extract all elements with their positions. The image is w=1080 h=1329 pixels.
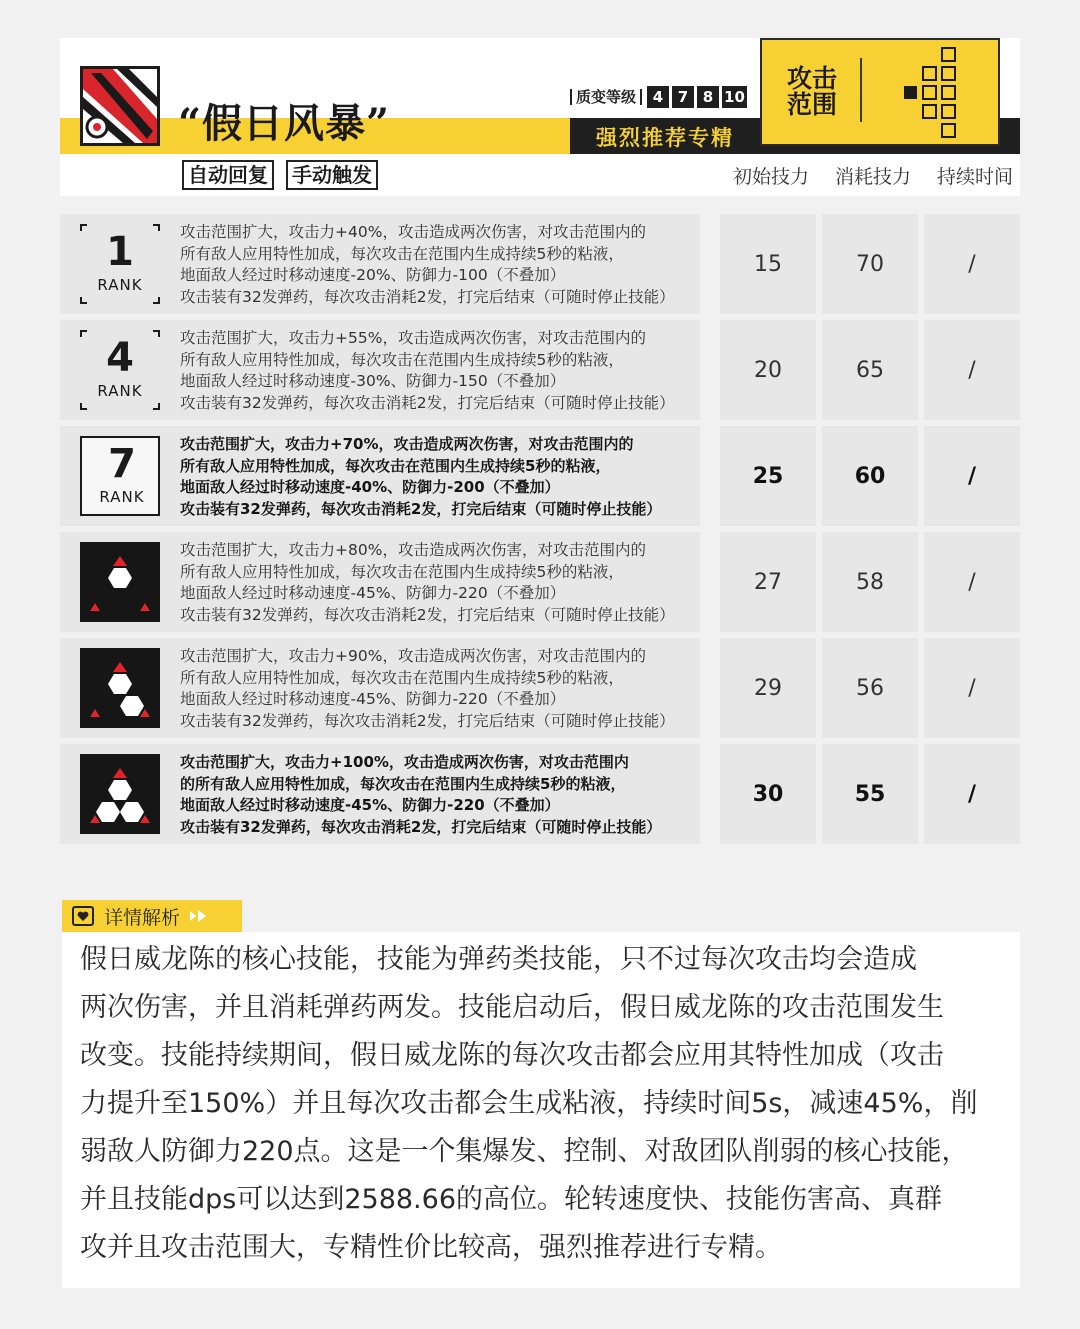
analysis-line: 并且技能dps可以达到2588.66的高位。轮转速度快、技能伤害高、真群	[80, 1184, 942, 1215]
arrow-right-icon	[190, 909, 212, 923]
desc-line: 所有敌人应用特性加成，每次攻击在范围内生成持续5秒的粘液，	[180, 562, 624, 581]
desc-line: 攻击装有32发弹药，每次攻击消耗2发，打完后结束（可随时停止技能）	[180, 393, 675, 412]
desc-line: 攻击范围扩大，攻击力+55%，攻击造成两次伤害，对攻击范围内的	[180, 329, 646, 347]
sp-cost-value: 70	[822, 214, 918, 314]
skill-description	[180, 646, 695, 732]
desc-cell	[60, 214, 700, 314]
col-duration: 持续时间	[936, 166, 1013, 188]
initial-sp-value: 25	[720, 426, 816, 526]
duration-value: /	[924, 638, 1020, 738]
recommend-label: 强烈推荐专精	[596, 126, 734, 150]
desc-line: 攻击范围扩大，攻击力+80%，攻击造成两次伤害，对攻击范围内的	[180, 541, 646, 559]
desc-line: 攻击装有32发弹药，每次攻击消耗2发，打完后结束（可随时停止技能）	[180, 605, 675, 624]
table-row	[60, 320, 1020, 420]
column-headers	[720, 162, 1026, 189]
initial-sp-value: 15	[720, 214, 816, 314]
duration-value: /	[924, 744, 1020, 844]
initial-sp-value: 20	[720, 320, 816, 420]
tag-manual-trigger: 手动触发	[286, 160, 378, 190]
analysis-line: 两次伤害，并且消耗弹药两发。技能启动后，假日威龙陈的攻击范围发生	[80, 992, 944, 1023]
desc-line: 攻击装有32发弹药，每次攻击消耗2发，打完后结束（可随时停止技能）	[180, 499, 662, 518]
desc-line: 攻击装有32发弹药，每次攻击消耗2发，打完后结束（可随时停止技能）	[180, 817, 662, 836]
desc-line: 地面敌人经过时移动速度-45%、防御力-220（不叠加）	[180, 584, 566, 602]
rank-1-icon	[80, 224, 160, 304]
rank-4-icon	[80, 330, 160, 410]
desc-cell	[60, 320, 700, 420]
range-divider	[860, 58, 862, 122]
duration-value: /	[924, 426, 1020, 526]
desc-line: 所有敌人应用特性加成，每次攻击在范围内生成持续5秒的粘液，	[180, 244, 624, 263]
mastery-1-icon	[80, 542, 160, 622]
table-row	[60, 638, 1020, 738]
sp-cost-value: 58	[822, 532, 918, 632]
initial-sp-value: 29	[720, 638, 816, 738]
tag-auto-recovery: 自动回复	[182, 160, 274, 190]
rank-label: RANK	[97, 382, 143, 400]
skill-description	[180, 752, 695, 838]
duration-value: /	[924, 214, 1020, 314]
rank-number: 4	[106, 335, 134, 381]
desc-line: 攻击范围扩大，攻击力+90%，攻击造成两次伤害，对攻击范围内的	[180, 647, 646, 665]
initial-sp-value: 27	[720, 532, 816, 632]
col-sp-cost: 消耗技力	[834, 166, 911, 188]
duration-value: /	[924, 532, 1020, 632]
quality-level-7: 7	[672, 86, 694, 108]
col-initial-sp: 初始技力	[732, 166, 809, 188]
desc-line: 攻击范围扩大，攻击力+40%，攻击造成两次伤害，对攻击范围内的	[180, 223, 646, 241]
analysis-line: 改变。技能持续期间，假日威龙陈的每次攻击都会应用其特性加成（攻击	[80, 1040, 944, 1071]
desc-line: 攻击范围扩大，攻击力+70%，攻击造成两次伤害，对攻击范围内的	[180, 435, 634, 453]
quality-level-8: 8	[697, 86, 719, 108]
desc-line: 所有敌人应用特性加成，每次攻击在范围内生成持续5秒的粘液，	[180, 456, 611, 475]
analysis-line: 攻并且攻击范围大，专精性价比较高，强烈推荐进行专精。	[80, 1232, 782, 1263]
skill-title: “假日风暴”	[178, 100, 391, 147]
quality-level-10: 10	[724, 88, 745, 106]
desc-line: 攻击范围扩大，攻击力+100%，攻击造成两次伤害，对攻击范围内	[180, 753, 629, 771]
mastery-2-icon	[80, 648, 160, 728]
analysis-line: 弱敌人防御力220点。这是一个集爆发、控制、对敌团队削弱的核心技能，	[80, 1136, 969, 1167]
skill-description	[180, 222, 695, 308]
quality-label: 质变等级	[570, 89, 642, 105]
attack-range-grid-icon	[902, 46, 972, 138]
desc-line: 的所有敌人应用特性加成，每次攻击在范围内生成持续5秒的粘液，	[180, 774, 626, 793]
desc-cell	[60, 532, 700, 632]
heart-icon	[72, 906, 94, 926]
desc-line: 攻击装有32发弹药，每次攻击消耗2发，打完后结束（可随时停止技能）	[180, 711, 675, 730]
analysis-label: 详情解析	[104, 906, 181, 929]
skill-tags	[182, 160, 378, 190]
skill-description	[180, 540, 695, 626]
skill-description	[180, 328, 695, 414]
quality-levels	[570, 86, 747, 108]
desc-line: 地面敌人经过时移动速度-45%、防御力-220（不叠加）	[180, 690, 566, 708]
table-row	[60, 214, 1020, 314]
desc-line: 地面敌人经过时移动速度-30%、防御力-150（不叠加）	[180, 372, 566, 390]
mastery-3-icon	[80, 754, 160, 834]
desc-line: 攻击装有32发弹药，每次攻击消耗2发，打完后结束（可随时停止技能）	[180, 287, 675, 306]
desc-cell	[60, 744, 700, 844]
analysis-line: 假日威龙陈的核心技能，技能为弹药类技能，只不过每次攻击均会造成	[80, 944, 917, 975]
rank-label: RANK	[99, 488, 145, 506]
analysis-tab	[62, 900, 242, 932]
desc-cell	[60, 426, 700, 526]
storm-skill-icon	[80, 66, 160, 146]
initial-sp-value: 30	[720, 744, 816, 844]
sp-cost-value: 60	[822, 426, 918, 526]
duration-value: /	[924, 320, 1020, 420]
analysis-section	[60, 900, 1020, 1288]
sp-cost-value: 65	[822, 320, 918, 420]
desc-line: 地面敌人经过时移动速度-40%、防御力-200（不叠加）	[180, 478, 560, 496]
rank-7-icon	[80, 436, 160, 516]
sp-cost-value: 56	[822, 638, 918, 738]
table-row	[60, 744, 1020, 844]
attack-range-box	[760, 38, 1000, 146]
desc-cell	[60, 638, 700, 738]
analysis-text	[80, 936, 1010, 1272]
desc-line: 地面敌人经过时移动速度-20%、防御力-100（不叠加）	[180, 266, 566, 284]
rank-number: 7	[108, 441, 136, 487]
rank-label: RANK	[97, 276, 143, 294]
analysis-line: 力提升至150%）并且每次攻击都会生成粘液，持续时间5s，减速45%，削	[80, 1088, 978, 1119]
skill-header	[60, 38, 1020, 196]
desc-line: 地面敌人经过时移动速度-45%、防御力-220（不叠加）	[180, 796, 560, 814]
desc-line: 所有敌人应用特性加成，每次攻击在范围内生成持续5秒的粘液，	[180, 668, 624, 687]
desc-line: 所有敌人应用特性加成，每次攻击在范围内生成持续5秒的粘液，	[180, 350, 624, 369]
table-row	[60, 532, 1020, 632]
rank-number: 1	[106, 229, 134, 275]
skill-description	[180, 434, 695, 520]
quality-level-4: 4	[647, 86, 669, 108]
attack-range-label: 攻击范围	[786, 64, 837, 119]
sp-cost-value: 55	[822, 744, 918, 844]
table-row	[60, 426, 1020, 526]
